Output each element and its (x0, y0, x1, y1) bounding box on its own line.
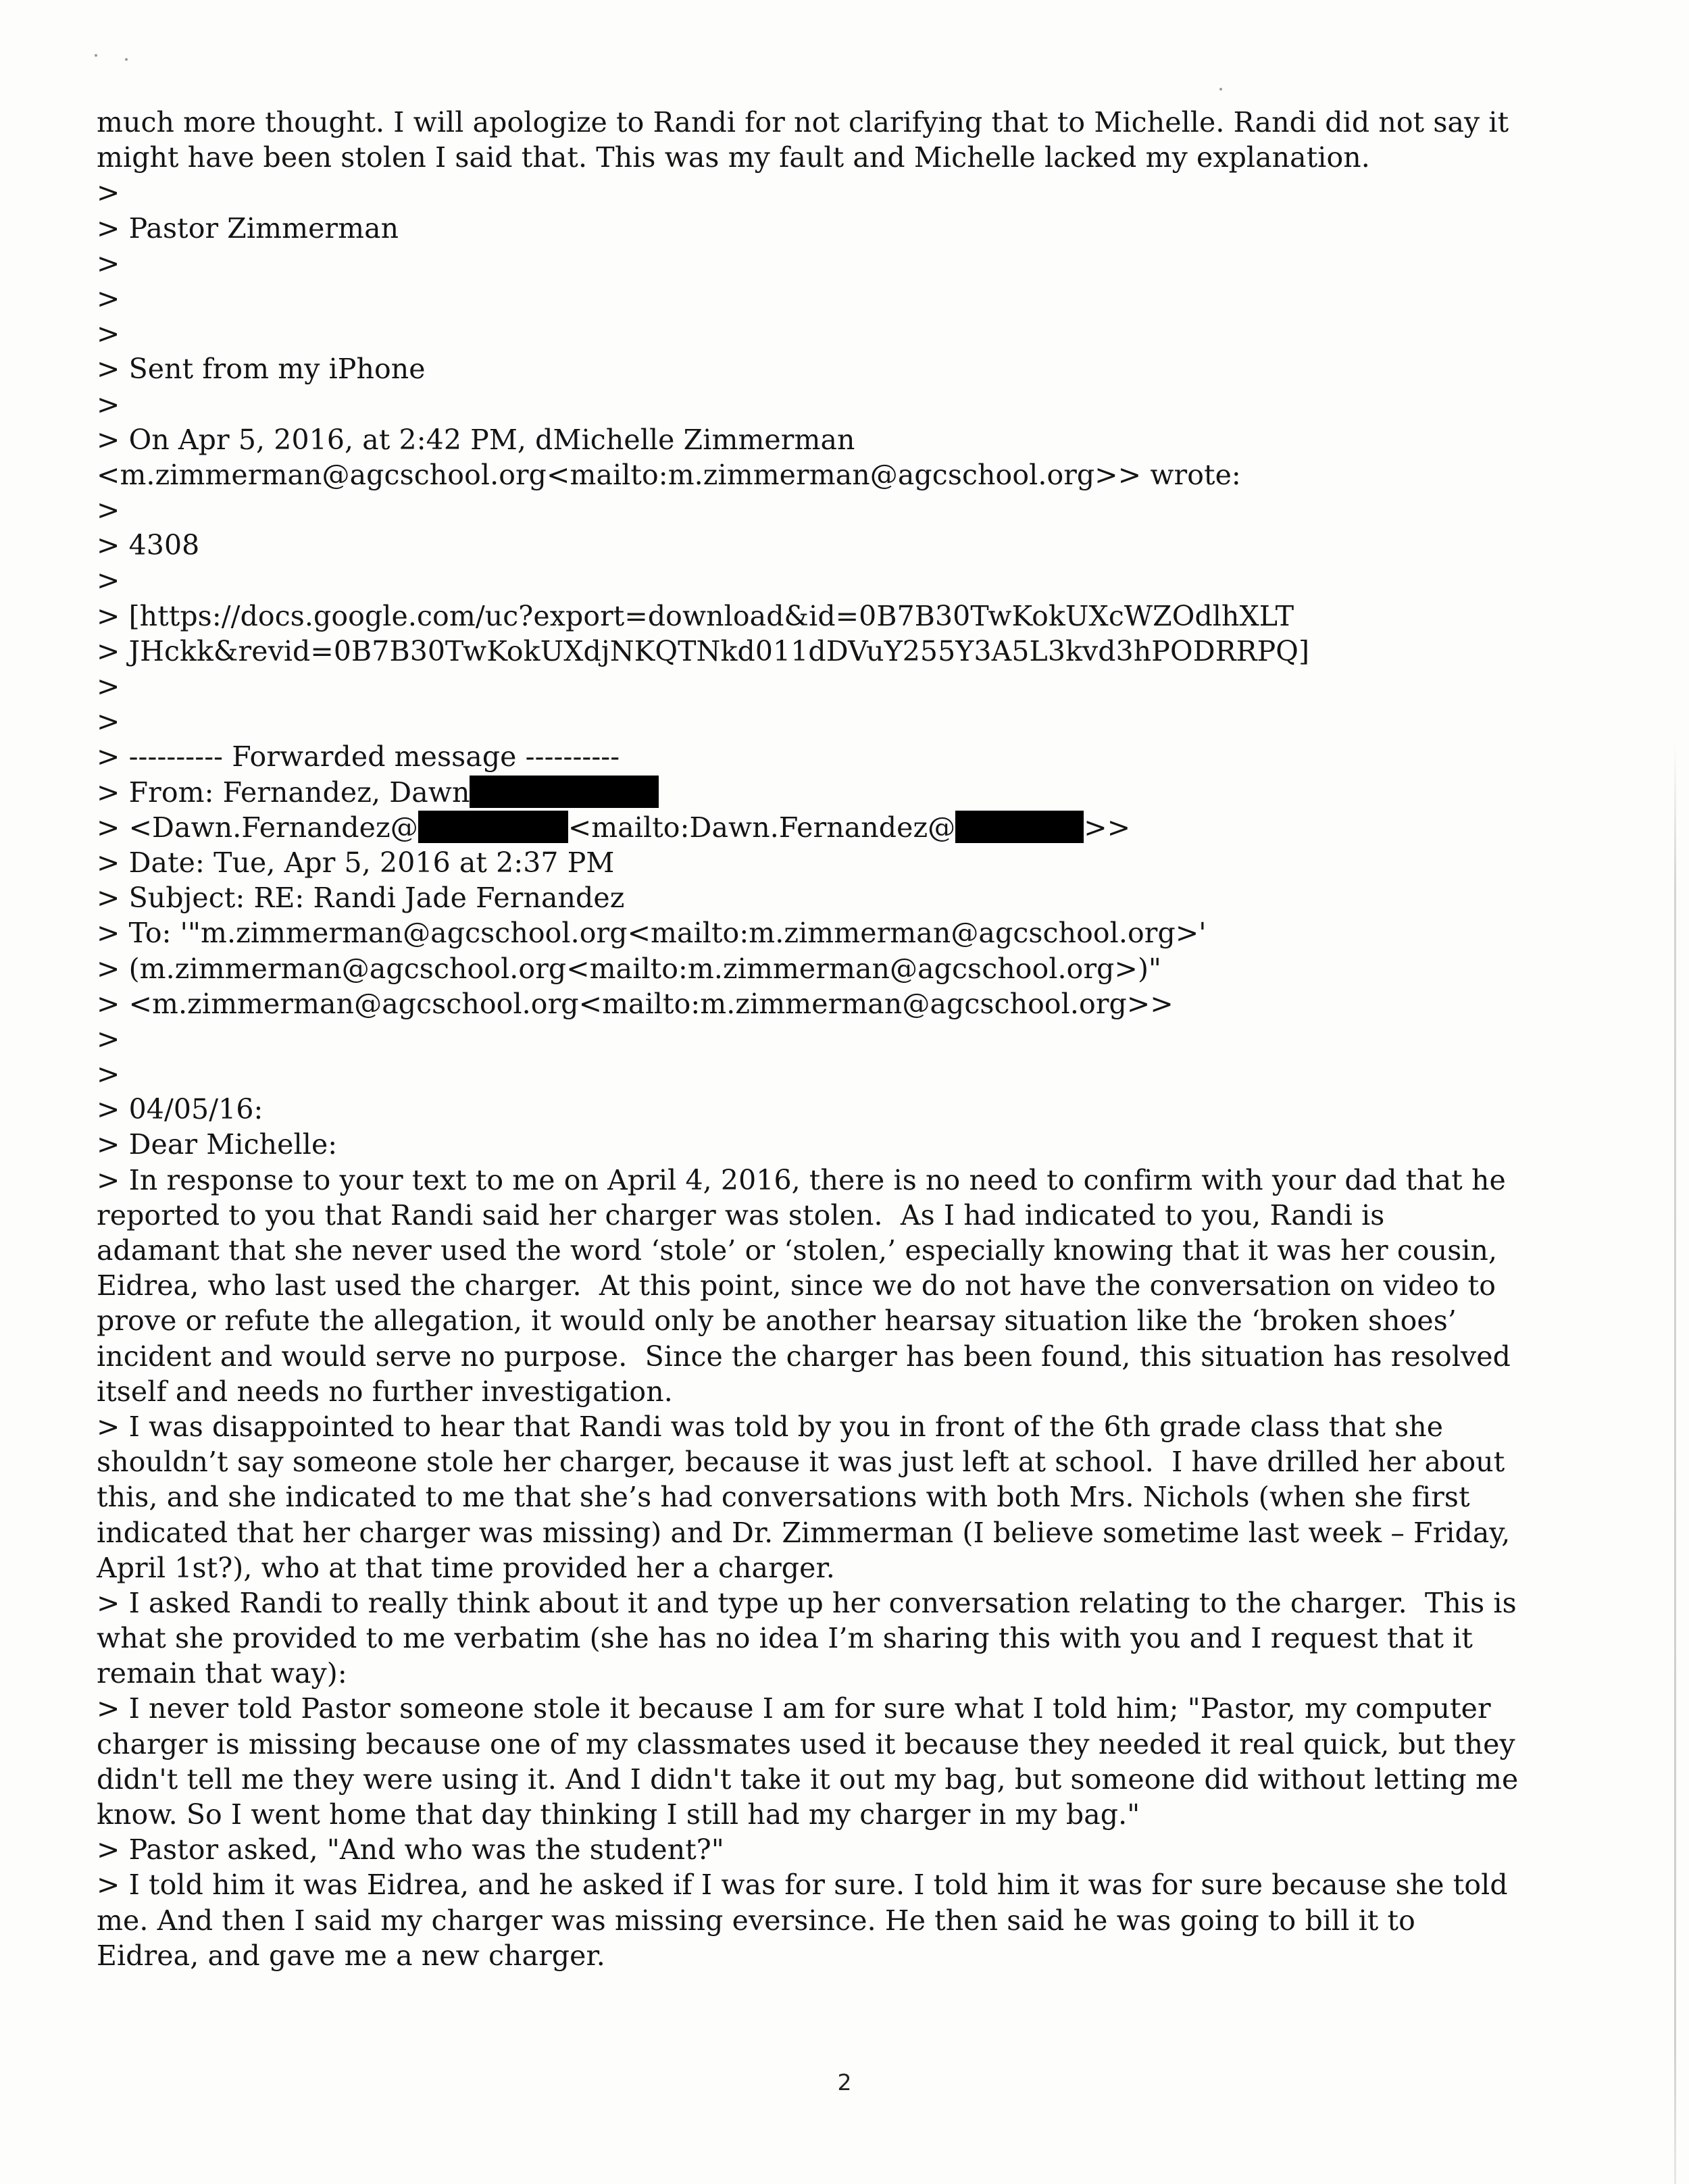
paragraph-line: me. And then I said my charger was missing eversince. He then said he was going to bill it to (97, 1904, 1415, 1937)
quote-marker: > (97, 282, 120, 315)
paragraph-line: April 1st?), who at that time provided her a charger. (97, 1551, 835, 1584)
quote-marker: > (97, 494, 120, 527)
paragraph-line: reported to you that Randi said her charger was stolen. As I had indicated to you, Randi is (97, 1198, 1385, 1231)
letter-date: > 04/05/16: (97, 1093, 263, 1126)
paragraph-line: what she provided to me verbatim (she has no idea I’m sharing this with you and I request that it (97, 1622, 1473, 1655)
quote-marker: > (97, 318, 120, 351)
paragraph-line: incident and would serve no purpose. Since the charger has been found, this situation has resolved (97, 1340, 1511, 1373)
from-email-line (97, 810, 1603, 845)
scan-speck (125, 58, 128, 61)
quote-marker: > (97, 705, 120, 738)
scan-speck (1219, 88, 1222, 91)
paragraph-line: prove or refute the allegation, it would only be another hearsay situation like the ‘broken shoes’ (97, 1304, 1457, 1338)
download-link-line: > [https://docs.google.com/uc?export=download&id=0B7B30TwKokUXcWZOdlhXLT (97, 599, 1294, 632)
quote-marker: > (97, 1058, 120, 1091)
scan-edge-shadow (1674, 743, 1676, 2184)
text-line: > 4308 (97, 529, 200, 562)
email-body (97, 105, 1603, 1973)
paragraph-line: > In response to your text to me on April 4, 2016, there is no need to confirm with your dad that he (97, 1163, 1506, 1196)
mailto-text: <mailto:Dawn.Fernandez@ (568, 811, 956, 844)
paragraph-line: charger is missing because one of my classmates used it because they needed it real quick, but they (97, 1727, 1515, 1760)
paragraph-line: didn't tell me they were using it. And I didn't take it out my bag, but someone did without letting me (97, 1762, 1519, 1796)
paragraph-line: know. So I went home that day thinking I still had my charger in my bag." (97, 1798, 1140, 1831)
to-line: > To: '"m.zimmerman@agcschool.org<mailto:m.zimmerman@agcschool.org>' (97, 917, 1207, 950)
reply-header-line: > On Apr 5, 2016, at 2:42 PM, dMichelle Zimmerman (97, 423, 855, 456)
to-line: > (m.zimmerman@agcschool.org<mailto:m.zimmerman@agcschool.org>)" (97, 952, 1162, 985)
reply-header-email: <m.zimmerman@agcschool.org<mailto:m.zimmerman@agcschool.org>> wrote: (97, 458, 1241, 491)
quote-marker: > (97, 564, 120, 597)
paragraph-line: > Pastor asked, "And who was the student?" (97, 1833, 724, 1866)
text-line: much more thought. I will apologize to Randi for not clarifying that to Michelle. Randi did not say it (97, 106, 1509, 138)
quote-marker: > (97, 247, 120, 280)
paragraph-line: shouldn’t say someone stole her charger, because it was just left at school. I have drilled her about (97, 1446, 1505, 1479)
from-line (97, 775, 1603, 810)
to-line: > <m.zimmerman@agcschool.org<mailto:m.zimmerman@agcschool.org>> (97, 987, 1174, 1020)
subject-line: > Subject: RE: Randi Jade Fernandez (97, 882, 625, 915)
paragraph-line: adamant that she never used the word ‘stole’ or ‘stolen,’ especially knowing that it was her cousin, (97, 1234, 1498, 1267)
download-link-line: > JHckk&revid=0B7B30TwKokUXdjNKQTNkd011dDVuY255Y3A5L3kvd3hPODRRPQ] (97, 634, 1310, 667)
paragraph-line: > I told him it was Eidrea, and he asked if I was for sure. I told him it was for sure because she told (97, 1869, 1508, 1902)
redaction-block (470, 776, 659, 808)
signature-line: > Pastor Zimmerman (97, 211, 399, 245)
text-line: might have been stolen I said that. This was my fault and Michelle lacked my explanation. (97, 141, 1370, 174)
salutation: > Dear Michelle: (97, 1128, 338, 1161)
paragraph-line: Eidrea, who last used the charger. At this point, since we do not have the conversation on video to (97, 1269, 1496, 1302)
paragraph-line: > I asked Randi to really think about it and type up her conversation relating to the charger. This is (97, 1586, 1517, 1619)
paragraph-line: itself and needs no further investigation. (97, 1375, 673, 1408)
quote-marker: > (97, 1022, 120, 1055)
quote-marker: > (97, 670, 120, 703)
paragraph-line: remain that way): (97, 1657, 347, 1690)
quote-marker: > (97, 388, 120, 421)
page-number: 2 (837, 2069, 852, 2096)
scan-speck (95, 54, 97, 57)
redaction-block (955, 811, 1084, 843)
redaction-block (418, 811, 568, 843)
date-line: > Date: Tue, Apr 5, 2016 at 2:37 PM (97, 846, 615, 879)
from-text: > From: Fernandez, Dawn (97, 776, 470, 809)
from-email-text: > <Dawn.Fernandez@ (97, 811, 418, 844)
paragraph-line: Eidrea, and gave me a new charger. (97, 1939, 605, 1972)
paragraph-line: > I never told Pastor someone stole it because I am for sure what I told him; "Pastor, my computer (97, 1692, 1491, 1725)
closing-bracket: >> (1084, 811, 1131, 844)
forwarded-header: > ---------- Forwarded message ---------- (97, 740, 620, 773)
sent-from-line: > Sent from my iPhone (97, 353, 426, 386)
quote-marker: > (97, 176, 120, 209)
paragraph-line: indicated that her charger was missing) and Dr. Zimmerman (I believe sometime last week – Friday, (97, 1516, 1511, 1549)
paragraph-line: this, and she indicated to me that she’s had conversations with both Mrs. Nichols (when she first (97, 1481, 1470, 1514)
paragraph-line: > I was disappointed to hear that Randi was told by you in front of the 6th grade class that she (97, 1410, 1444, 1443)
